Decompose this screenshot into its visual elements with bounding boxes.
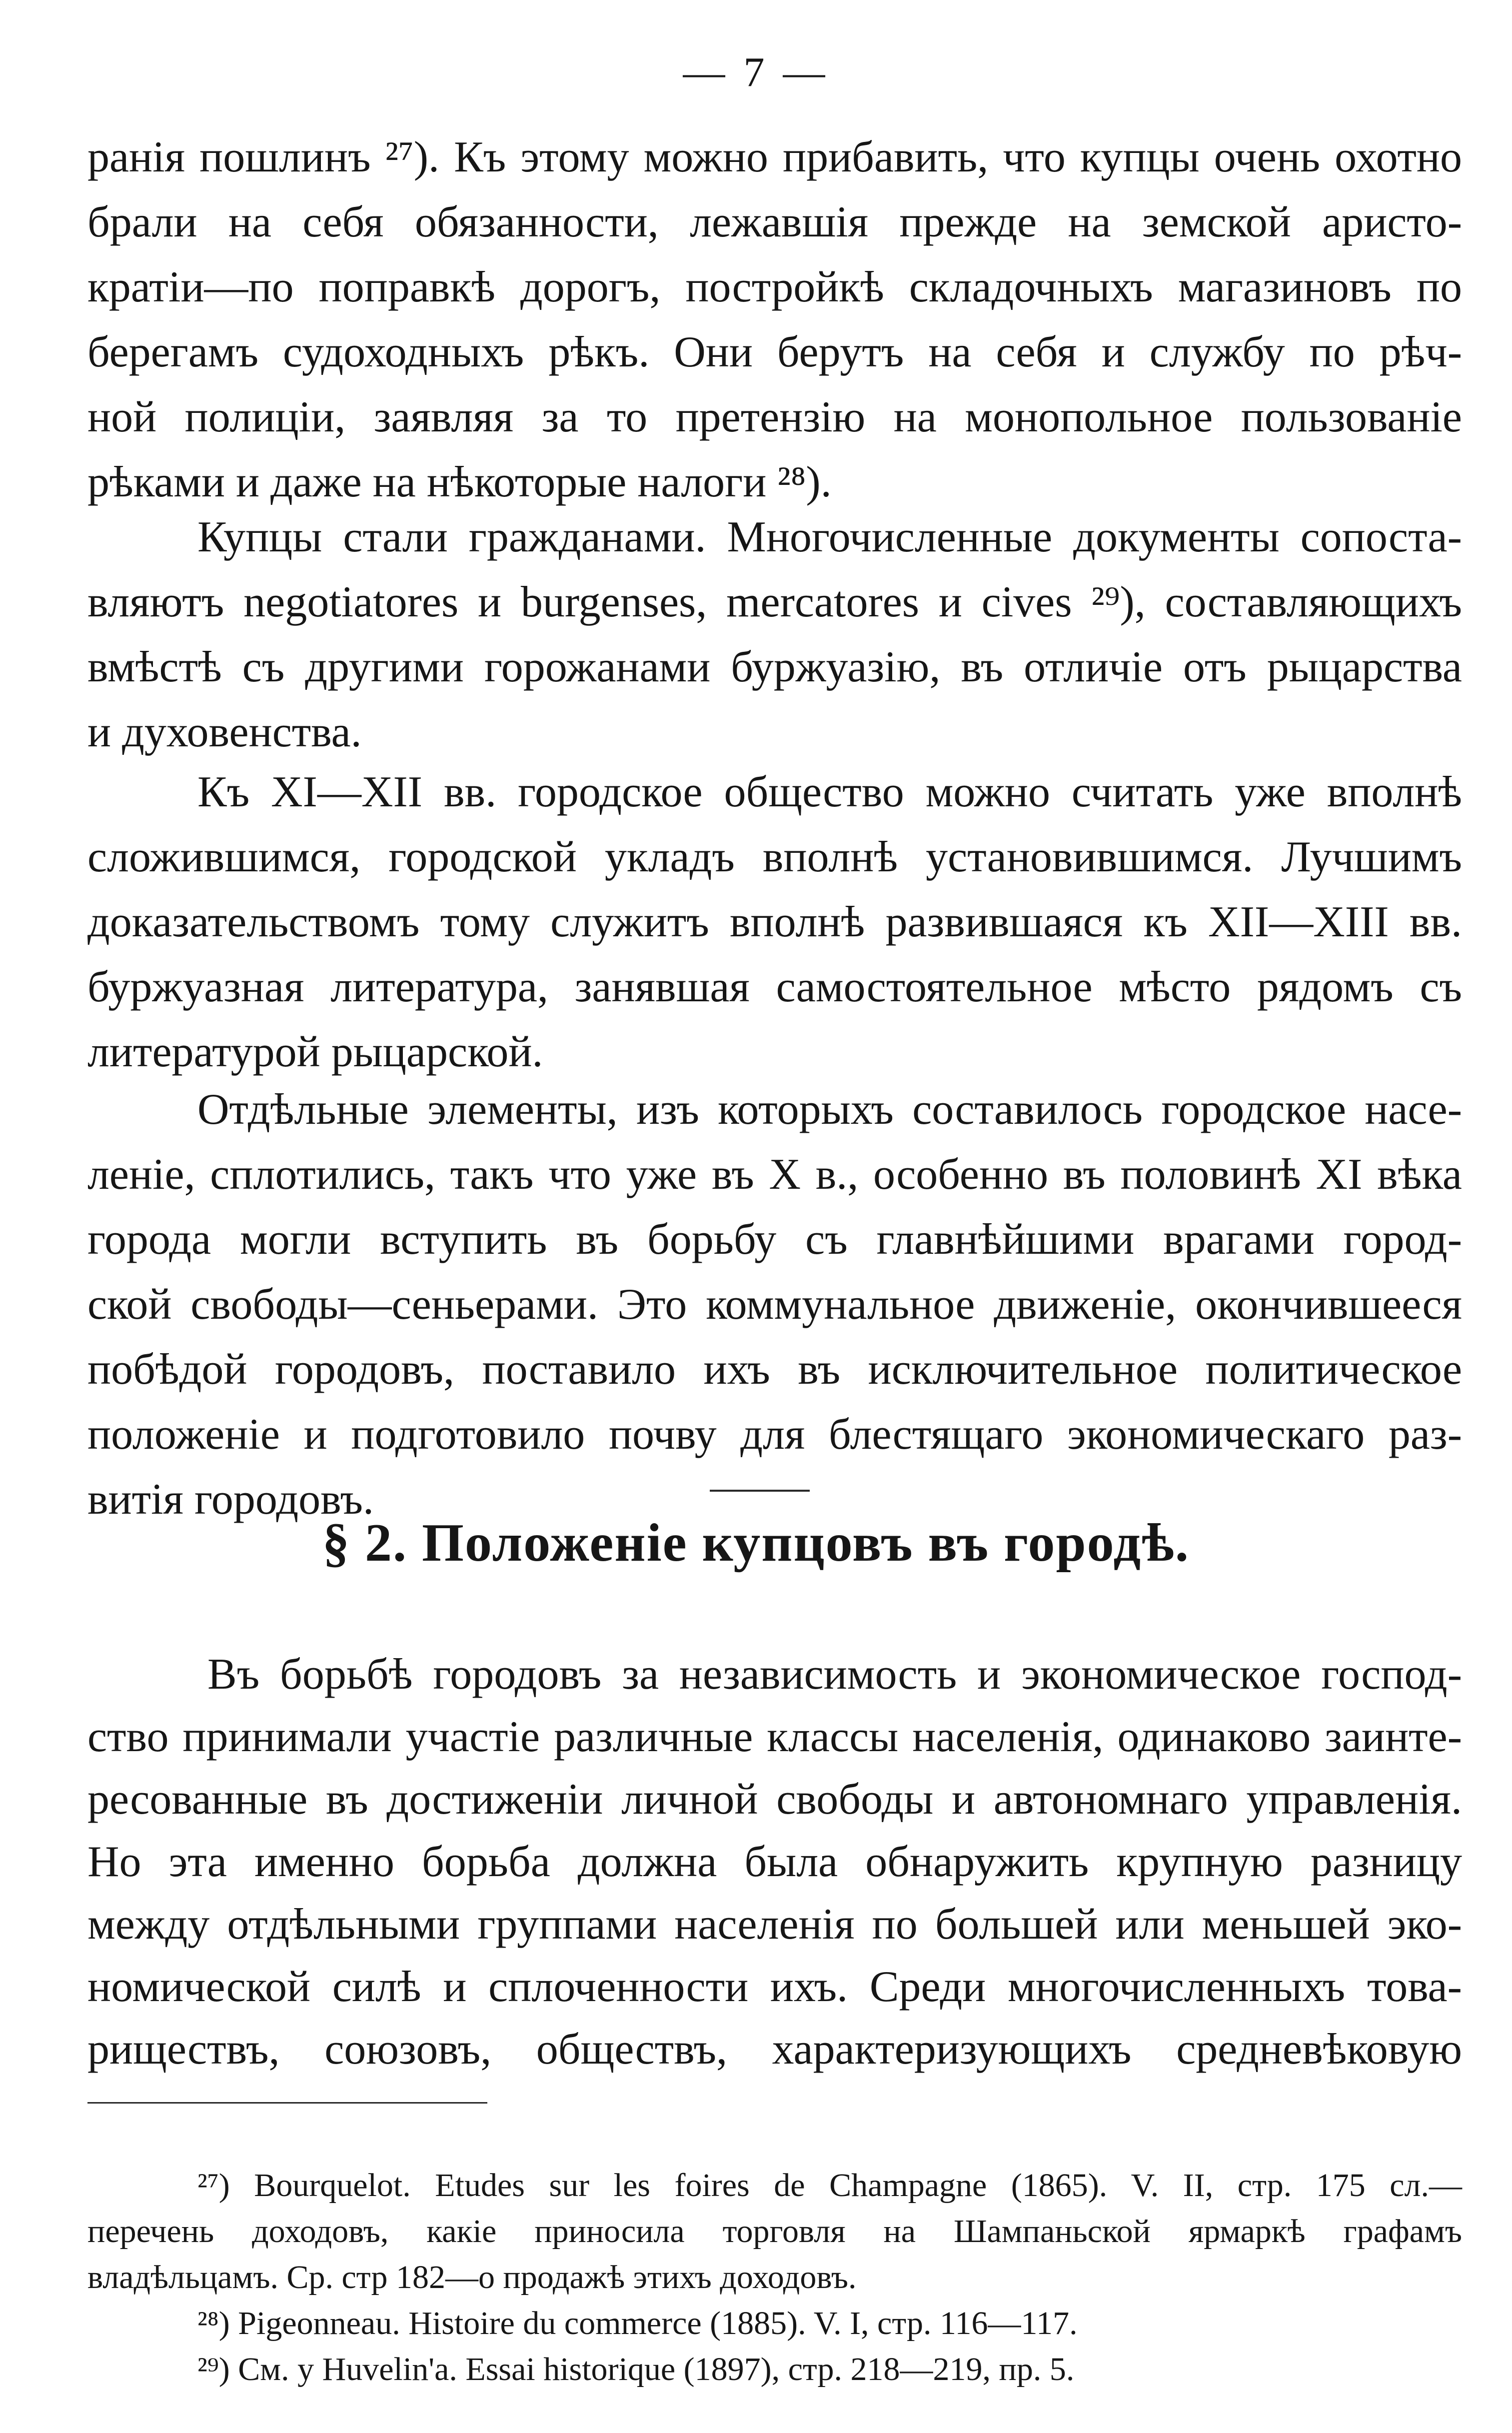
text-line: литературой рыцарской. xyxy=(87,1028,543,1076)
text-line: ской свободы—сеньерами. Это коммунальное движеніе, окончившееся xyxy=(87,1280,1462,1329)
text-line: кратіи—по поправкѣ дорогъ, постройкѣ складочныхъ магазиновъ по xyxy=(87,263,1462,311)
text-line: Купцы стали гражданами. Многочисленные документы сопоста- xyxy=(197,513,1462,561)
text-line: ство принимали участіе различные классы населенія, одинаково заинте- xyxy=(87,1713,1462,1761)
text-line: берегамъ судоходныхъ рѣкъ. Они берутъ на себя и службу по рѣч- xyxy=(87,328,1462,376)
text-line: положеніе и подготовило почву для блестящаго экономическаго раз- xyxy=(87,1410,1462,1459)
text-line: Отдѣльные элементы, изъ которыхъ составилось городское насе- xyxy=(197,1085,1462,1134)
text-line: города могли вступить въ борьбу съ главнѣйшими врагами город- xyxy=(87,1215,1462,1264)
text-line: леніе, сплотились, такъ что уже въ X в., особенно въ половинѣ XI вѣка xyxy=(87,1150,1462,1199)
text-line: Но эта именно борьба должна была обнаружить крупную разницу xyxy=(87,1838,1462,1886)
footnote-line: ²⁹) См. у Huvelin'a. Essai historique (1897), стр. 218—219, пр. 5. xyxy=(197,2351,1075,2388)
text-line: ресованные въ достиженіи личной свободы и автономнаго управленія. xyxy=(87,1775,1462,1824)
text-line: ной полиціи, заявляя за то претензію на монопольное пользованіе xyxy=(87,393,1462,441)
text-line: Въ борьбѣ городовъ за независимость и экономическое господ- xyxy=(207,1650,1462,1699)
text-line: вмѣстѣ съ другими горожанами буржуазію, въ отличіе отъ рыцарства xyxy=(87,643,1462,691)
footnote-line: ²⁷) Bourquelot. Etudes sur les foires de Champagne (1865). V. II, стр. 175 сл.— xyxy=(197,2167,1462,2204)
text-line: буржуазная литература, занявшая самостоятельное мѣсто рядомъ съ xyxy=(87,963,1462,1011)
footnote-line: ²⁸) Pigeonneau. Histoire du commerce (1885). V. I, стр. 116—117. xyxy=(197,2305,1078,2342)
text-line: между отдѣльными группами населенія по большей или меньшей эко- xyxy=(87,1900,1462,1949)
text-line: Къ XI—XII вв. городское общество можно считать уже вполнѣ xyxy=(197,768,1462,816)
page-number: — 7 — xyxy=(683,49,829,95)
footnote-line: перечень доходовъ, какіе приносила торговля на Шампаньской ярмаркѣ графамъ xyxy=(87,2213,1462,2250)
section-heading: § 2. Положеніе купцовъ въ городѣ. xyxy=(322,1513,1190,1573)
text-line: доказательствомъ тому служитъ вполнѣ развившаяся къ XII—XIII вв. xyxy=(87,898,1462,946)
text-line: брали на себя обязанности, лежавшія прежде на земской аристо- xyxy=(87,198,1462,246)
text-line: витія городовъ. xyxy=(87,1475,374,1524)
footnote-line: владѣльцамъ. Ср. стр 182—о продажѣ этихъ доходовъ. xyxy=(87,2259,857,2296)
footnote-rule xyxy=(87,2102,487,2104)
text-line: и духовенства. xyxy=(87,708,362,756)
text-line: рѣками и даже на нѣкоторые налоги ²⁸). xyxy=(87,458,832,506)
text-line: вляютъ negotiatores и burgenses, mercatores и cives ²⁹), составляющихъ xyxy=(87,578,1462,626)
text-line: побѣдой городовъ, поставило ихъ въ исключительное политическое xyxy=(87,1345,1462,1394)
text-line: номической силѣ и сплоченности ихъ. Среди многочисленныхъ това- xyxy=(87,1963,1462,2011)
text-line: сложившимся, городской укладъ вполнѣ установившимся. Лучшимъ xyxy=(87,833,1462,881)
text-line: ранія пошлинъ ²⁷). Къ этому можно прибавить, что купцы очень охотно xyxy=(87,133,1462,181)
text-line: риществъ, союзовъ, обществъ, характеризующихъ средневѣковую xyxy=(87,2025,1462,2074)
section-divider xyxy=(710,1490,810,1492)
